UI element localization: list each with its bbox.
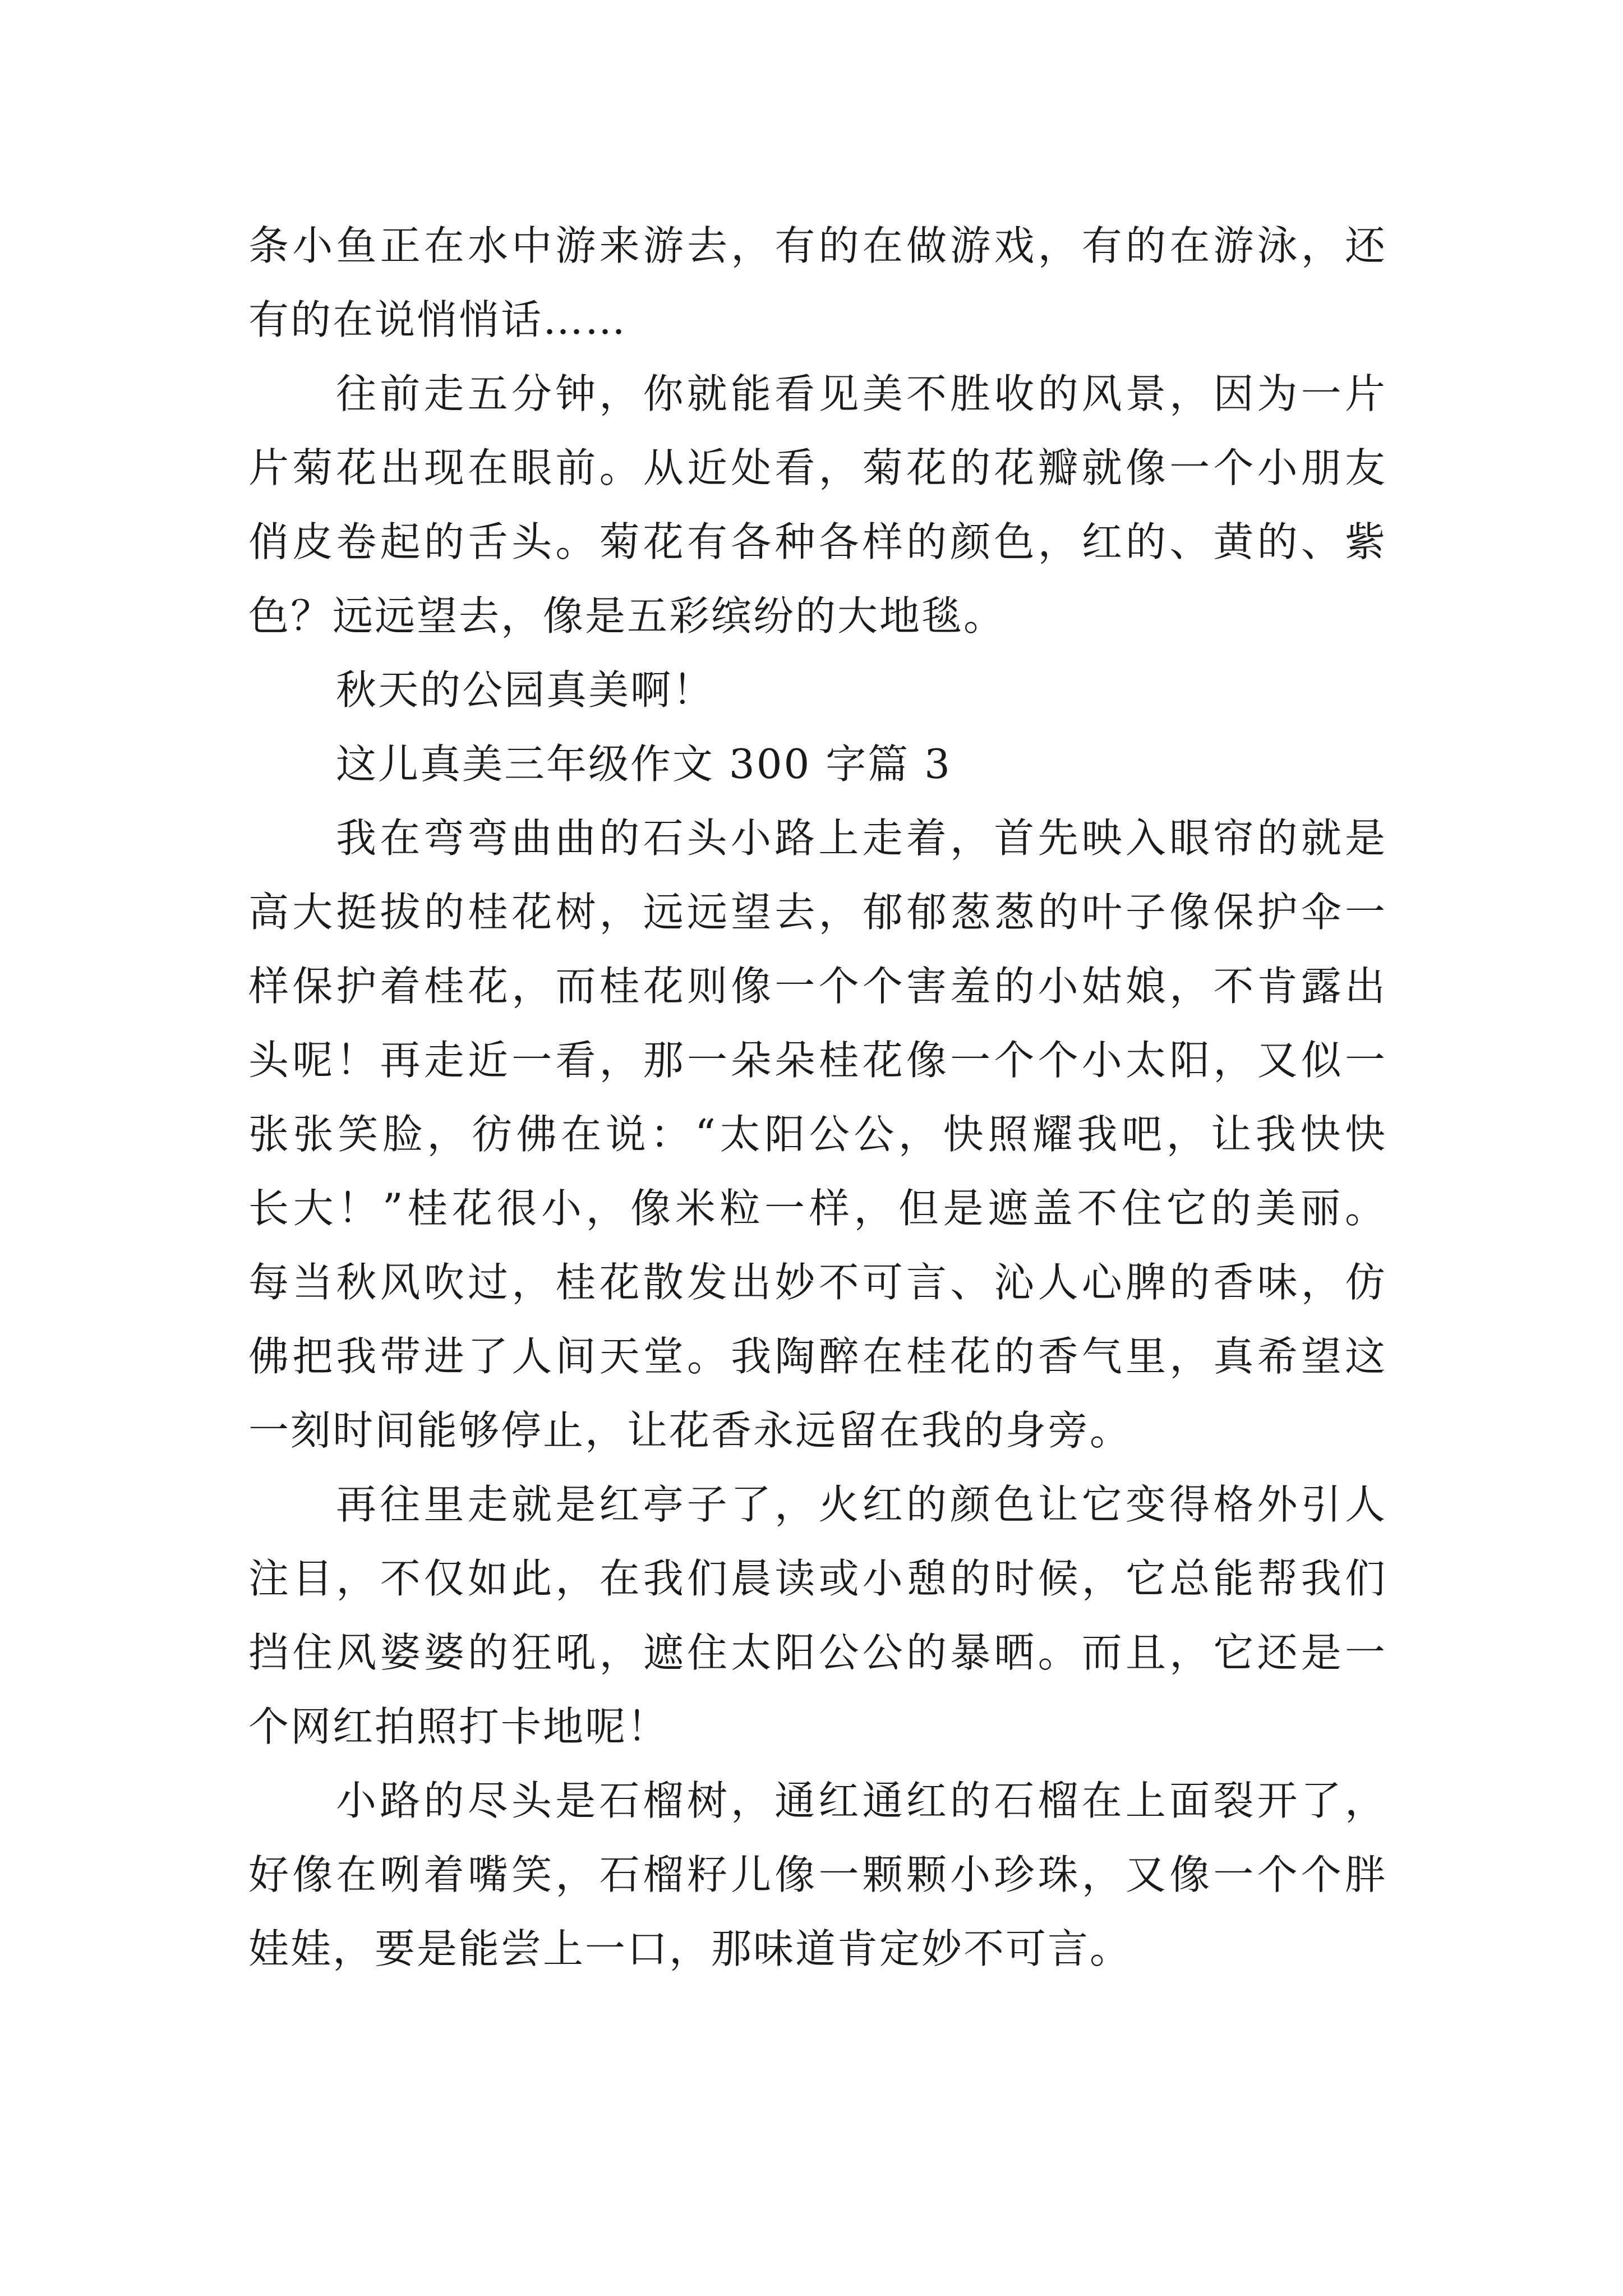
text-line: 样保护着桂花，而桂花则像一个个害羞的小姑娘，不肯露出 — [248, 963, 1387, 1010]
text-line: 往前走五分钟，你就能看见美不胜收的风景，因为一片 — [336, 370, 1387, 417]
text-line: 条小鱼正在水中游来游去，有的在做游戏，有的在游泳，还 — [248, 222, 1387, 269]
text-line: 挡住风婆婆的狂吼，遮住太阳公公的暴晒。而且，它还是一 — [248, 1629, 1387, 1676]
text-line: 俏皮卷起的舌头。菊花有各种各样的颜色，红的、黄的、紫 — [248, 518, 1387, 565]
text-line: 高大挺拔的桂花树，远远望去，郁郁葱葱的叶子像保护伞一 — [248, 889, 1387, 936]
section-heading: 这儿真美三年级作文 300 字篇 3 — [336, 740, 952, 788]
text-line: 片菊花出现在眼前。从近处看，菊花的花瓣就像一个小朋友 — [248, 444, 1387, 491]
text-line: 注目，不仅如此，在我们晨读或小憩的时候，它总能帮我们 — [248, 1555, 1387, 1602]
text-line: 长大！”桂花很小，像米粒一样，但是遮盖不住它的美丽。 — [248, 1185, 1387, 1232]
text-line: 色？远远望去，像是五彩缤纷的大地毯。 — [248, 592, 1006, 639]
body-text — [248, 209, 1387, 1986]
text-line: 小路的尽头是石榴树，通红通红的石榴在上面裂开了， — [336, 1777, 1387, 1824]
text-line: 娃娃，要是能尝上一口，那味道肯定妙不可言。 — [248, 1925, 1132, 1972]
text-line: 个网红拍照打卡地呢！ — [248, 1703, 670, 1750]
text-line: 我在弯弯曲曲的石头小路上走着，首先映入眼帘的就是 — [336, 815, 1387, 862]
text-line: 再往里走就是红亭子了，火红的颜色让它变得格外引人 — [336, 1481, 1387, 1528]
text-line: 一刻时间能够停止，让花香永远留在我的身旁。 — [248, 1407, 1132, 1454]
text-line: 有的在说悄悄话…… — [248, 296, 628, 343]
text-line: 好像在咧着嘴笑，石榴籽儿像一颗颗小珍珠，又像一个个胖 — [248, 1851, 1387, 1898]
text-line: 秋天的公园真美啊！ — [336, 666, 715, 714]
text-line: 每当秋风吹过，桂花散发出妙不可言、沁人心脾的香味，仿 — [248, 1259, 1387, 1306]
text-line: 佛把我带进了人间天堂。我陶醉在桂花的香气里，真希望这 — [248, 1333, 1387, 1380]
text-line: 张张笑脸，彷佛在说：“太阳公公，快照耀我吧，让我快快 — [248, 1111, 1387, 1158]
text-line: 头呢！再走近一看，那一朵朵桂花像一个个小太阳，又似一 — [248, 1037, 1387, 1084]
